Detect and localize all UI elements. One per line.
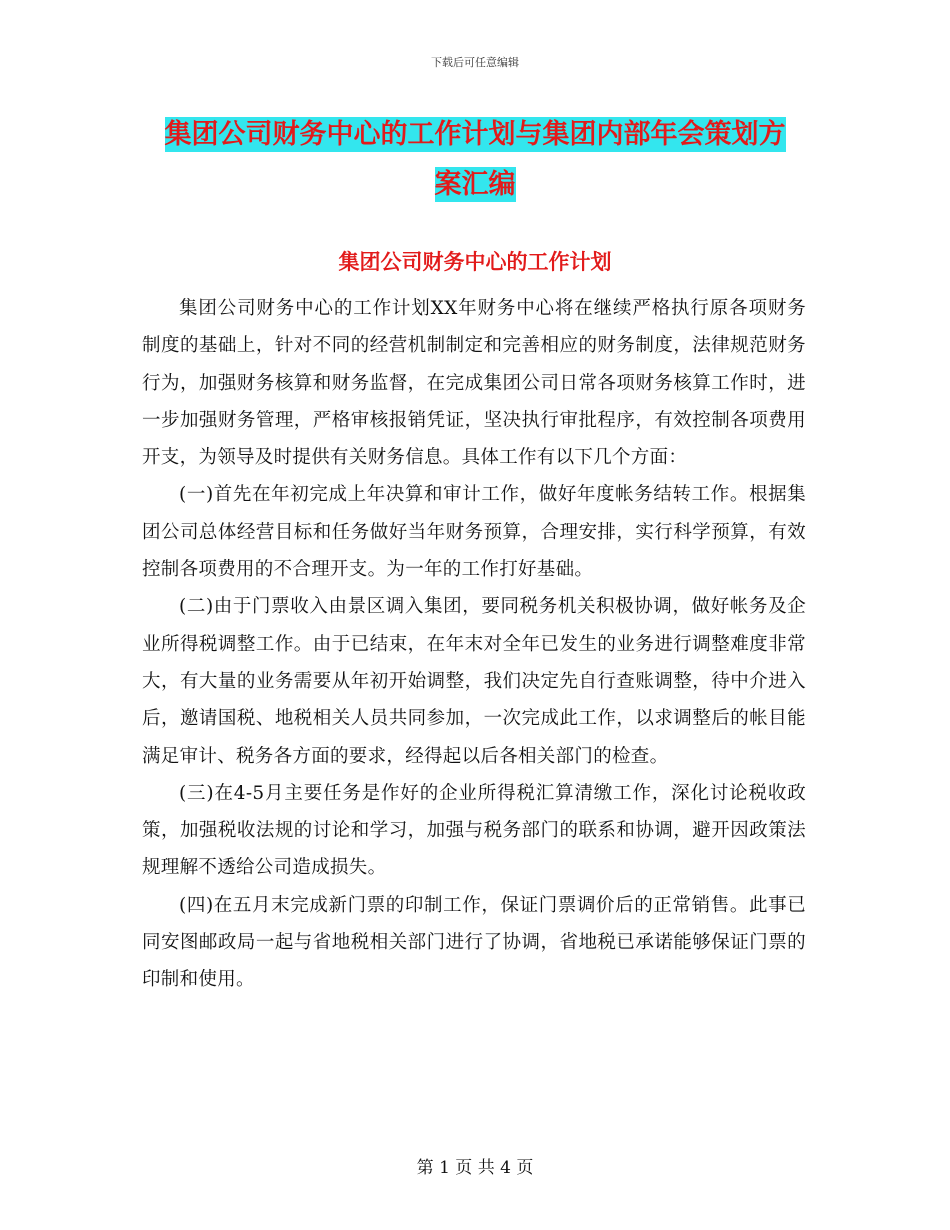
paragraph-item-1: (一)首先在年初完成上年决算和审计工作，做好年度帐务结转工作。根据集团公司总体经营目标和任务做好当年财务预算，合理安排，实行科学预算，有效控制各项费用的不合理开支。为一年的工作打好基础。 [142, 484, 806, 581]
paragraph-item-2: (二)由于门票收入由景区调入集团，要同税务机关积极协调，做好帐务及企业所得税调整工作。由于已结束，在年末对全年已发生的业务进行调整难度非常大，有大量的业务需要从年初开始调整，我们决定先自行查账调整，待中介进入后，邀请国税、地税相关人员共同参加，一次完成此工作，以求调整后的帐目能满足审计、税务各方面的要求，经得起以后各相关部门的检查。 [142, 596, 806, 767]
paragraph-intro: 集团公司财务中心的工作计划XX年财务中心将在继续严格执行原各项财务制度的基础上，针对不同的经营机制制定和完善相应的财务制度，法律规范财务行为，加强财务核算和财务监督，在完成集团公司日常各项财务核算工作时，进一步加强财务管理，严格审核报销凭证，坚决执行审批程序，有效控制各项费用开支，为领导及时提供有关财务信息。具体工作有以下几个方面： [142, 298, 806, 469]
document-title-line-1: 集团公司财务中心的工作计划与集团内部年会策划方 [164, 119, 786, 150]
document-title [140, 110, 810, 210]
header-note: 下载后可任意编辑 [431, 56, 519, 69]
paragraph-item-4: (四)在五月末完成新门票的印制工作，保证门票调价后的正常销售。此事已同安图邮政局一起与省地税相关部门进行了协调，省地税已承诺能够保证门票的印制和使用。 [142, 894, 806, 991]
section-title: 集团公司财务中心的工作计划 [338, 250, 612, 274]
document-body [142, 290, 806, 999]
paragraph-item-3: (三)在4-5月主要任务是作好的企业所得税汇算清缴工作，深化讨论税收政策，加强税收法规的讨论和学习，加强与税务部门的联系和协调，避开因政策法规理解不透给公司造成损失。 [142, 782, 806, 879]
document-title-line-2: 案汇编 [434, 169, 516, 200]
page-number: 第 1 页 共 4 页 [416, 1158, 534, 1178]
